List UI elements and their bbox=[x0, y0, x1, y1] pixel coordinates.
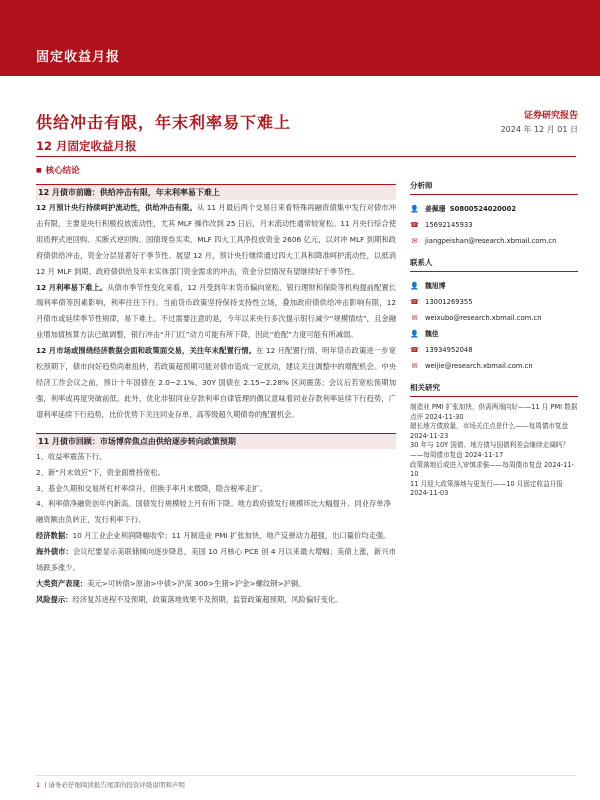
paragraph-liquidity bbox=[36, 200, 396, 280]
related-research-link[interactable]: 30 年与 10Y 国债、地方债与国债利差会继续走阔吗？——每周债市复盘 2024-11-17 bbox=[410, 441, 569, 459]
phone-icon: ☎ bbox=[410, 298, 419, 306]
related-research-link[interactable]: 政策落地后或进入审慎求强——每周债市复盘 2024-11-10 bbox=[410, 460, 574, 479]
risk-text: 经济复苏进程不及预期，政策落地效果不及预期，监管政策超预期，风险偏好变化。 bbox=[72, 594, 343, 604]
contact-email-row bbox=[410, 310, 578, 326]
contact-name: 魏佳 bbox=[425, 330, 439, 338]
paragraph-lead: 12 月预计央行持续呵护流动性，供给冲击有限。 bbox=[36, 203, 197, 212]
contact-name: 魏旭博 bbox=[425, 282, 446, 290]
overseas-text: 会议纪要显示美联储倾向逐步降息，美国 10 月核心 PCE 创 4 月以来最大增幅；美债上涨，新兴市场跌多涨少。 bbox=[36, 547, 397, 573]
page-number: 1 bbox=[36, 781, 41, 789]
review-item: 2、新“月末效应”下，资金面维持宽松。 bbox=[36, 467, 165, 477]
title-divider bbox=[36, 156, 576, 157]
contact-card bbox=[410, 278, 578, 326]
email-icon: ✉ bbox=[411, 314, 418, 322]
paragraph-lead: 12 月利率易下难上。 bbox=[36, 282, 108, 292]
report-subtitle: 12 月固定收益月报 bbox=[36, 139, 137, 153]
contact-name-row bbox=[410, 326, 578, 342]
related-research-link[interactable]: 11 月迎大政策落地与更发行——10 月固定收益月报 2024-11-03 bbox=[410, 479, 563, 498]
review-item: 4、利率债净融资创年内新高。国债发行规模较上月有所下降。地方政府债发行规模环比大幅提升。同业存单净融资额由负转正，发行利率下行。 bbox=[36, 499, 391, 525]
report-date: 2024 年 12 月 01 日 bbox=[500, 125, 578, 134]
review-item: 1、收益率震荡下行。 bbox=[36, 451, 107, 461]
asset-text: 美元>可转债>原油>中债>沪深 300>生猪>沪金>螺纹钢>沪铜。 bbox=[87, 578, 306, 588]
analyst-phone-row bbox=[410, 217, 578, 233]
analyst-phone: 15692145933 bbox=[425, 221, 473, 229]
paragraph-rates bbox=[36, 280, 396, 344]
report-type-label: 证券研究报告 bbox=[523, 111, 578, 121]
footer-disclaimer: 请务必仔细阅读报告尾部的投资评级说明和声明 bbox=[48, 781, 185, 789]
contact-phone: 13934952048 bbox=[425, 346, 473, 354]
section-heading-outlook: 12 月债市前瞻：供给冲击有限，年末利率易下难上 bbox=[36, 184, 396, 200]
risk-paragraph bbox=[36, 592, 396, 608]
person-icon: 👤 bbox=[410, 282, 419, 290]
analyst-card bbox=[410, 201, 578, 249]
paragraph-market bbox=[36, 343, 396, 423]
overseas-paragraph bbox=[36, 544, 396, 576]
contact-email[interactable]: weixubo@research.xbmail.com.cn bbox=[425, 314, 542, 322]
contact-phone-row bbox=[410, 294, 578, 310]
risk-label: 风险提示： bbox=[36, 594, 73, 604]
econ-data-label: 经济数据： bbox=[36, 531, 73, 541]
footer: 1 | 请务必仔细阅读报告尾部的投资评级说明和声明 bbox=[36, 781, 185, 789]
paragraph-body: 在 12 月配置行情、明年货币政策进一步宽松预期下，债市向好趋势尚难扭转，若政策超预期可能对债市造成一定扰动，建议关注调整中的增配机会。中央经济工作会议之前，预计十年国债在 2.0~2.1%、30Y 国债在 2.15~2.28% 区间震荡；会议后若宽松预期加强，利率或再度突破前低。此外，优化非银同业存款利率自律管理的偶议意味着同业存款利率延续下行趋势，广谱利率延续下行趋势，比价优势下关注同业存单、高等级超久期债券的配置机会。 bbox=[36, 346, 396, 419]
paragraph-body: 从债市季节性变化来看，12 月受到年末货币偏向宽松、银行理财和保险等机构提前配置长端利率债等因素影响，利率往往下行。当前货币政策坚持保持支持性立场，叠加政府债供给冲击影响有限，12 月债市或延续季节性规律，易下难上。不过需要注意的是，今年以来央行多次提示银行减少“规模情结”，且金融业增加值核算方法已做调整，银行冲击“开门红”动力可能有所下降，因此“抢配”力度可能有所减弱。 bbox=[36, 282, 396, 340]
report-title: 供给冲击有限，年末利率易下难上 bbox=[36, 113, 292, 132]
core-conclusion-heading: ■ 核心结论 bbox=[36, 164, 80, 176]
series-title: 固定收益月报 bbox=[36, 50, 121, 65]
analyst-email-row bbox=[410, 233, 578, 249]
analyst-name: 姜佩珊 bbox=[425, 205, 446, 213]
related-research-link[interactable]: 超长地方债放量，市场关注点是什么——每周债市复盘 2024-11-23 bbox=[410, 422, 569, 440]
analyst-license: S0800524020002 bbox=[449, 205, 517, 213]
phone-icon: ☎ bbox=[410, 346, 419, 354]
contact-email[interactable]: weijie@research.xbmail.com.cn bbox=[425, 362, 533, 370]
person-icon: 👤 bbox=[410, 330, 419, 338]
main-content bbox=[36, 180, 396, 608]
sidebar bbox=[410, 180, 578, 499]
section-heading-review: 11 月债市回顾：市场博弈焦点由供给逐步转向政策预期 bbox=[36, 433, 396, 449]
contact-card bbox=[410, 326, 578, 374]
paragraph-lead: 12 月市场或围绕经济数据会面和政策面交易，关注年末配置行情。 bbox=[36, 346, 257, 356]
person-icon: 👤 bbox=[410, 205, 419, 213]
contact-phone-row bbox=[410, 342, 578, 358]
email-icon: ✉ bbox=[411, 237, 418, 245]
contact-phone: 13001269355 bbox=[425, 298, 473, 306]
analyst-heading: 分析师 bbox=[410, 180, 578, 195]
asset-paragraph bbox=[36, 576, 396, 592]
phone-icon: ☎ bbox=[410, 221, 419, 229]
email-icon: ✉ bbox=[411, 362, 418, 370]
contacts-heading: 联系人 bbox=[410, 257, 578, 272]
econ-data-text: 10 月工业企业利润降幅收窄；11 月制造业 PMI 扩张加快，地产反弹动力超强，出口量价均走强。 bbox=[72, 531, 391, 541]
contact-email-row bbox=[410, 358, 578, 374]
asset-label: 大类资产表现： bbox=[36, 578, 88, 588]
paragraph-body: 从 11 月最后两个交易日来看特殊再融资债集中发行对债市冲击有限，主要是央行积极投放流动性，尤其 MLF 操作改到 25 日后，月末流动性通常较宽松。11 月央行综合使用质押式逆回购、买断式逆回购、国债现券买卖、MLF 四大工具净投放资金 2606 亿元，以对冲 MLF 到期和政府债供给冲击，资金分层显著好于季节性。展望 12 月，预计央行继续通过四大工具和降准呵护流动性，以抵消 12 月 MLF 到期、政府债供给及年末实体部门资金需求的冲击，资金分层情况有望继续好于季节性。 bbox=[36, 203, 396, 276]
contact-name-row bbox=[410, 278, 578, 294]
econ-data-paragraph bbox=[36, 528, 396, 544]
related-research-heading: 相关研究 bbox=[410, 382, 578, 397]
analyst-email[interactable]: jiangpeishan@research.xbmail.com.cn bbox=[425, 237, 557, 245]
analyst-name-row bbox=[410, 201, 578, 217]
footer-divider bbox=[36, 775, 576, 776]
related-research-link[interactable]: 制造业 PMI 扩张加快，供需两端向好——11 月 PMI 数据点评 2024-11-30 bbox=[410, 403, 578, 421]
overseas-label: 海外债市： bbox=[36, 547, 73, 557]
review-item: 3、基金久期和交易所杠杆率续升，但换手率月末微降，隐含税率走扩。 bbox=[36, 483, 267, 493]
header-band bbox=[0, 0, 600, 76]
